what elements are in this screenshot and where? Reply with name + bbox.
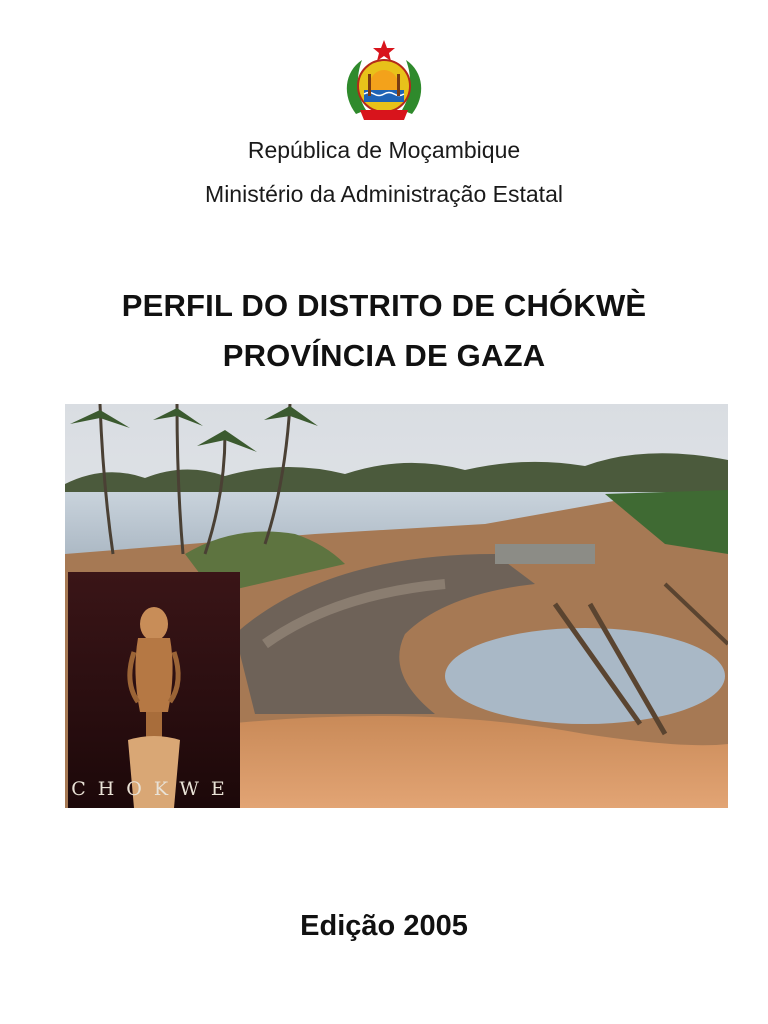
ministry-name: Ministério da Administração Estatal <box>205 181 563 207</box>
edition-label: Edição 2005 <box>300 910 468 942</box>
republic-name: República de Moçambique <box>247 137 521 163</box>
statue-figure-icon <box>68 572 240 808</box>
inset-statue-image <box>68 572 240 808</box>
document-subtitle: PROVÍNCIA DE GAZA <box>222 338 546 373</box>
coat-of-arms-icon <box>334 36 434 136</box>
document-title: PERFIL DO DISTRITO DE CHÓKWÈ <box>121 288 647 323</box>
inset-label: CHOKWE <box>71 778 237 800</box>
